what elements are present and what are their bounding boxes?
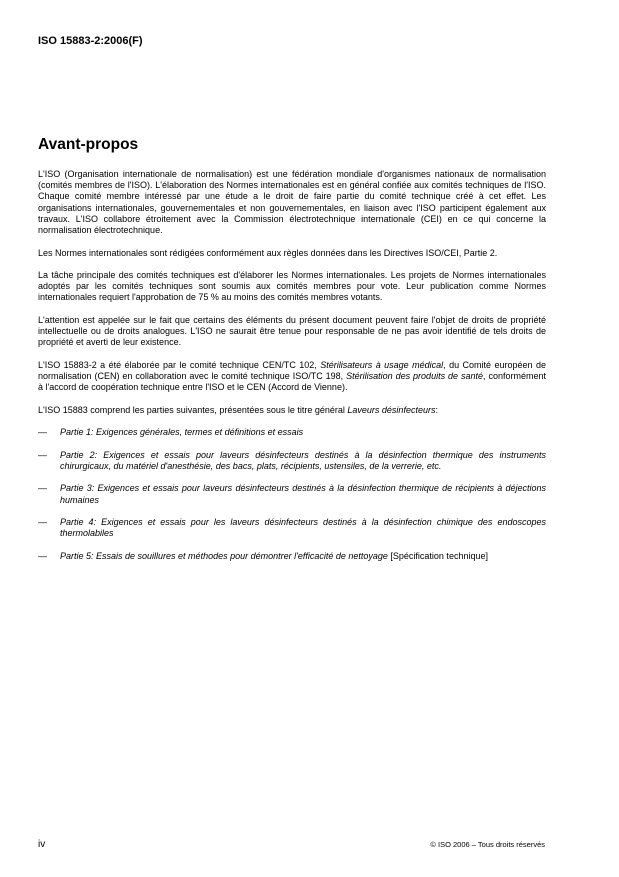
dash-bullet: — <box>38 427 47 438</box>
part-3-title: Partie 3: Exigences et essais pour laveurs désinfecteurs destinés à la désinfection thermique de récipients à déjections humaines <box>60 483 546 505</box>
prepared-by-text-2: , du Comité européen de normalisation (CEN) en collaboration avec le comité technique ISO/TC 198, <box>38 359 546 382</box>
paragraph-parts-intro <box>38 405 546 416</box>
part-1-title: Partie 1: Exigences générales, termes et définitions et essais <box>60 427 304 438</box>
list-item-part-5 <box>38 551 546 562</box>
general-title: Laveurs désinfecteurs <box>347 404 436 415</box>
paragraph-prepared-by <box>38 360 546 394</box>
dash-bullet: — <box>38 550 47 561</box>
paragraph-iso-organisation: L'ISO (Organisation internationale de normalisation) est une fédération mondiale d'organismes nationaux de normalisation (comités membres de l'ISO). L'élaboration des Normes internationales est en général confiée aux comités techniques de l'ISO. Chaque comité membre intéressé par une étude a le droit de faire partie du comité technique créé à cet effet. Les organisations internationales, gouvernementales et non gouvernementales, en liaison avec l'ISO participent également aux travaux. L'ISO collabore étroitement avec la Commission électrotechnique internationale (CEI) en ce qui concerne la normalisation électrotechnique. <box>38 169 546 236</box>
foreword-body <box>38 169 546 573</box>
paragraph-directives: Les Normes internationales sont rédigées conformément aux règles données dans les Directives ISO/CEI, Partie 2. <box>38 247 498 258</box>
parts-intro-text: L'ISO 15883 comprend les parties suivantes, présentées sous le titre général <box>38 404 348 415</box>
dash-bullet: — <box>38 517 47 528</box>
part-4-title: Partie 4: Exigences et essais pour les laveurs désinfecteurs destinés à la désinfection chimique des endoscopes thermolabiles <box>60 517 546 539</box>
page-number: iv <box>38 839 46 850</box>
list-item-part-4 <box>38 517 546 539</box>
parts-list <box>38 427 546 562</box>
paragraph-technical-committees: La tâche principale des comités techniques est d'élaborer les Normes internationales. Les projets de Normes internationales adoptés par les comités techniques sont soumis aux comités membres pour vote. Leur publication comme Normes internationales requiert l'approbation de 75 % au moins des comités membres votants. <box>38 270 546 303</box>
document-id: ISO 15883-2:2006(F) <box>38 35 143 47</box>
committee-title-tc102: Stérilisateurs à usage médical <box>320 359 444 370</box>
part-5-title: Partie 5: Essais de souillures et méthodes pour démontrer l'efficacité de nettoyage <box>60 550 388 561</box>
prepared-by-text-1: L'ISO 15883-2 a été élaborée par le comité technique CEN/TC 102, <box>38 359 321 370</box>
dash-bullet: — <box>38 483 47 494</box>
part-2-title: Partie 2: Exigences et essais pour laveurs désinfecteurs destinés à la désinfection thermique des instruments chirurgicaux, du matériel d'anesthésie, des bacs, plats, récipients, ustensiles, de la verrerie, etc. <box>60 449 546 471</box>
copyright-notice: © ISO 2006 – Tous droits réservés <box>430 840 545 849</box>
part-5-entry <box>60 551 546 562</box>
parts-intro-colon: : <box>435 404 438 415</box>
page-title: Avant-propos <box>38 136 139 153</box>
list-item-part-1 <box>38 427 546 438</box>
list-item-part-3 <box>38 483 546 505</box>
dash-bullet: — <box>38 449 47 460</box>
list-item-part-2 <box>38 450 546 472</box>
prepared-by-text-3: , conformément à l'accord de coopération technique entre l'ISO et le CEN (Accord de Vienne). <box>38 371 546 393</box>
paragraph-patent-rights: L'attention est appelée sur le fait que certains des éléments du présent document peuvent faire l'objet de droits de propriété intellectuelle ou de droits analogues. L'ISO ne saurait être tenue pour responsable de ne pas avoir identifié de tels droits de propriété et averti de leur existence. <box>38 314 546 348</box>
part-5-status: [Spécification technique] <box>387 550 488 561</box>
committee-title-tc198: Stérilisation des produits de santé <box>346 371 483 382</box>
